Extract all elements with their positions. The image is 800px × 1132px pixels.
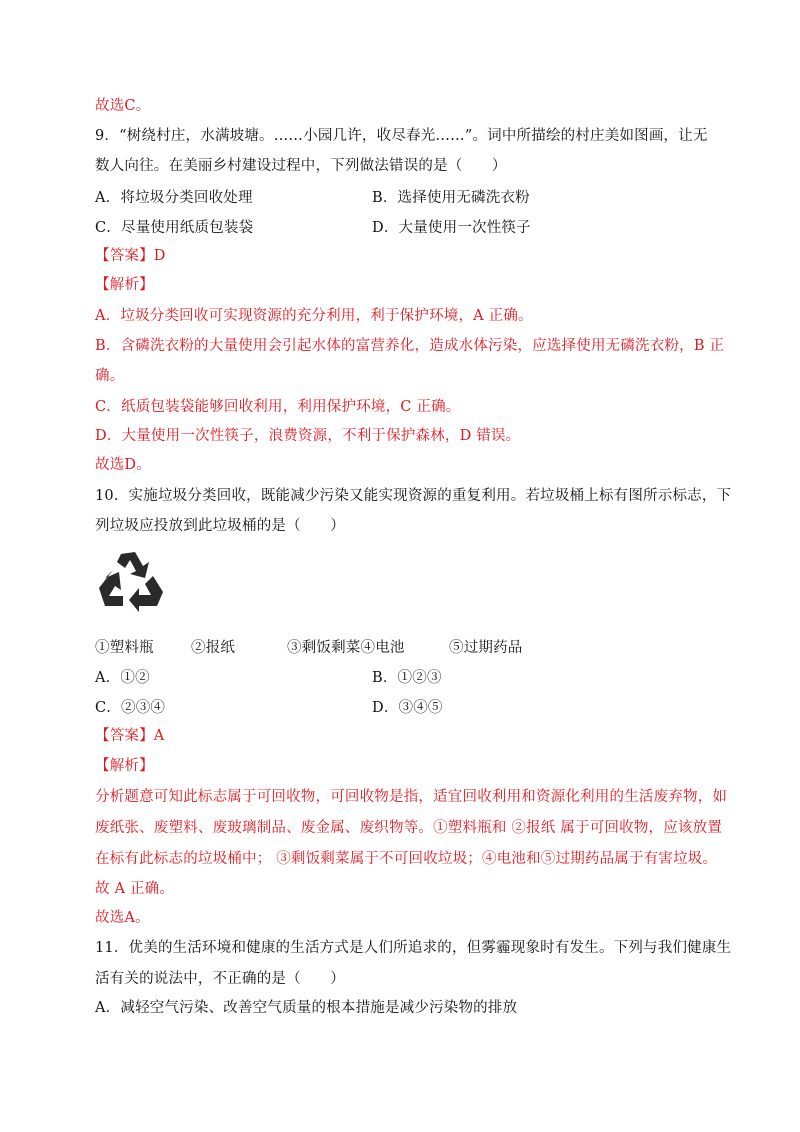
q9-analysis-a: A．垃圾分类回收可实现资源的充分利用，利于保护环境，A 正确。: [95, 308, 533, 324]
q9-answer: 【答案】D: [95, 248, 166, 264]
q10-option-a: A．①②: [95, 670, 150, 686]
q9-analysis-c: C．纸质包装袋能够回收利用，利用保护环境，C 正确。: [95, 399, 461, 415]
q10-option-b: B．①②③: [372, 670, 442, 686]
q11-stem-line2: 活有关的说法中，不正确的是（ ）: [95, 971, 345, 987]
q10-analysis-line1: 分析题意可知此标志属于可回收物，可回收物是指，适宜回收利用和资源化利用的生活废弃物，如: [95, 789, 728, 805]
q9-analysis-d: D．大量使用一次性筷子，浪费资源，不利于保护森林，D 错误。: [95, 428, 521, 444]
q9-analysis-b-cont: 确。: [95, 368, 125, 384]
q9-option-b: B．选择使用无磷洗衣粉: [372, 190, 530, 206]
q10-item-1: ①塑料瓶: [95, 640, 154, 656]
q10-stem-line1: 10．实施垃圾分类回收，既能减少污染又能实现资源的重复利用。若垃圾桶上标有图所示标志，下: [95, 488, 732, 504]
q10-option-c: C．②③④: [95, 700, 166, 716]
q9-option-d: D．大量使用一次性筷子: [372, 220, 531, 236]
q10-analysis-line3: 在标有此标志的垃圾桶中； ③剩饭剩菜属于不可回收垃圾；④电池和⑤过期药品属于有害垃圾。: [95, 851, 718, 867]
q9-option-c: C．尽量使用纸质包装袋: [95, 220, 254, 236]
q10-stem-line2: 列垃圾应投放到此垃圾桶的是（ ）: [95, 518, 345, 534]
recycle-symbol-icon: [95, 548, 167, 614]
q10-item-5: ⑤过期药品: [449, 640, 523, 656]
q9-stem-line2: 数人向往。在美丽乡村建设过程中，下列做法错误的是（ ）: [95, 158, 507, 174]
q10-analysis-label: 【解析】: [95, 758, 154, 774]
q9-option-a: A．将垃圾分类回收处理: [95, 190, 253, 206]
q10-items: [95, 638, 715, 658]
q10-answer: 【答案】A: [95, 728, 165, 744]
q11-stem-line1: 11．优美的生活环境和健康的生活方式是人们所追求的，但雾霾现象时有发生。下列与我们健康生: [95, 940, 732, 956]
q9-conclusion: 故选D。: [95, 457, 151, 473]
q9-analysis-b: B．含磷洗衣粉的大量使用会引起水体的富营养化，造成水体污染，应选择使用无磷洗衣粉，B 正: [95, 338, 725, 354]
q10-analysis-line2: 废纸张、废塑料、废玻璃制品、废金属、废织物等。①塑料瓶和 ②报纸 属于可回收物，应该放置: [95, 820, 723, 836]
q10-item-2: ②报纸: [191, 640, 236, 656]
q11-option-a: A．减轻空气污染、改善空气质量的根本措施是减少污染物的排放: [95, 1000, 518, 1016]
q10-conclusion: 故选A。: [95, 910, 150, 926]
prev-conclusion: 故选C。: [95, 98, 151, 114]
q10-analysis-line4: 故 A 正确。: [95, 881, 175, 897]
q9-analysis-label: 【解析】: [95, 277, 154, 293]
q10-item-3-4: ③剩饭剩菜④电池: [287, 640, 405, 656]
q10-option-d: D．③④⑤: [372, 700, 443, 716]
q9-stem-line1: 9．“树绕村庄，水满坡塘。……小园几许，收尽春光……”。词中所描绘的村庄美如图画，让无: [95, 128, 708, 144]
